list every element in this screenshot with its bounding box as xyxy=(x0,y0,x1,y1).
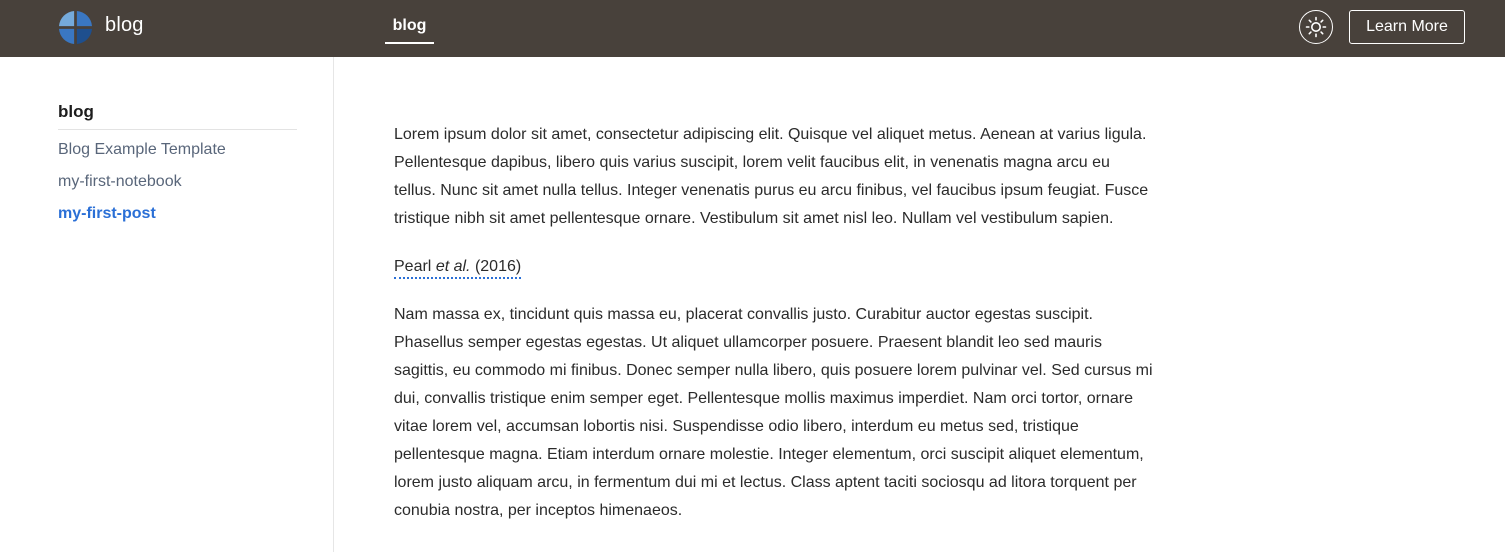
top-navbar xyxy=(0,0,1505,57)
paragraph: Lorem ipsum dolor sit amet, consectetur adipiscing elit. Quisque vel aliquet metus. Aenean at varius ligula. Pellentesque dapibus, libero quis varius suscipit, lorem velit faucibus elit, in venenatis magna arcu eu tellus. Nunc sit amet nulla tellus. Integer venenatis purus eu arcu finibus, vel faucibus ipsum feugiat. Fusce tristique nibh sit amet pellentesque ornare. Vestibulum sit amet nisl leo. Nullam vel vestibulum sapien. xyxy=(394,126,1149,227)
learn-more-button[interactable]: Learn More xyxy=(1349,10,1465,44)
quarto-logo-icon[interactable] xyxy=(58,10,93,45)
sidebar-item-my-first-post[interactable]: my-first-post xyxy=(58,205,156,222)
citation-paragraph xyxy=(394,253,1154,281)
sidebar-item-blog-example-template[interactable]: Blog Example Template xyxy=(58,141,226,158)
citation-link[interactable] xyxy=(394,257,521,279)
citation-year: (2016) xyxy=(474,258,522,275)
article-body xyxy=(394,121,1154,545)
sidebar xyxy=(0,57,334,552)
brand-title[interactable]: blog xyxy=(105,14,144,36)
sun-icon xyxy=(1305,16,1327,38)
citation-etal: et al. xyxy=(435,258,471,275)
nav-tab-blog[interactable]: blog xyxy=(385,0,434,44)
citation-author: Pearl xyxy=(394,258,432,275)
sidebar-title[interactable]: blog xyxy=(58,102,297,130)
paragraph: Nam massa ex, tincidunt quis massa eu, placerat convallis justo. Curabitur auctor egestas suscipit. Phasellus semper egestas egestas. Ut aliquet ullamcorper posuere. Praesent blandit leo sed mauris sagittis, eu commodo mi finibus. Donec semper nulla libero, quis posuere lorem pulvinar vel. Sed cursus mi dui, convallis tristique enim semper eget. Pellentesque mollis maximus imperdiet. Nam orci tortor, ornare vitae lorem vel, accumsan lobortis nisi. Suspendisse odio libero, interdum eu metus sed, tristique pellentesque magna. Etiam interdum ornare molestie. Integer elementum, orci suscipit aliquet elementum, lorem justo aliquam arcu, in fermentum dui mi et lectus. Class aptent taciti sociosqu ad litora torquent per conubia nostra, per inceptos himenaeos. xyxy=(394,306,1153,519)
theme-toggle-button[interactable] xyxy=(1299,10,1333,44)
sidebar-item-my-first-notebook[interactable]: my-first-notebook xyxy=(58,173,182,190)
